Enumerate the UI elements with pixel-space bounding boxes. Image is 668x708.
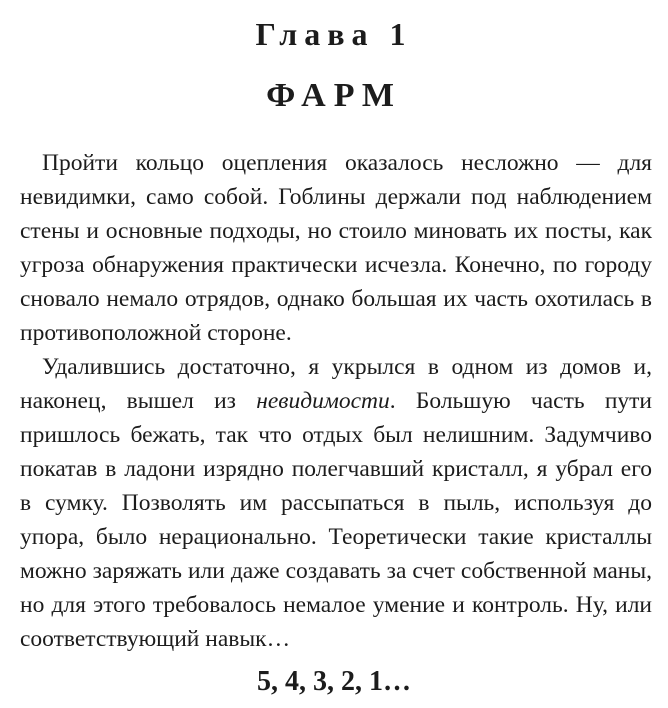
countdown-heading: 5, 4, 3, 2, 1…	[257, 666, 411, 697]
italic-term: невидимости	[256, 388, 390, 414]
chapter-body	[20, 146, 652, 656]
chapter-number: Глава 1	[255, 16, 413, 52]
paragraph-2-text-start: Удалившись достаточно, я укрылся в одном из домов и, наконец, вышел из	[20, 354, 652, 414]
paragraph-1: Пройти кольцо оцепления оказалось несложно — для невидимки, само собой. Гоблины держали под наблюдением стены и основные подходы, но стоило миновать их посты, как угроза обнаружения практически исчезла. Конечно, по городу сновало немало отрядов, однако большая их часть охотилась в противоположной стороне.	[20, 150, 652, 346]
paragraph-2	[20, 350, 652, 656]
chapter-title: ФАРМ	[266, 77, 402, 114]
paragraph-2-text-end: . Большую часть пути пришлось бежать, так что отдых был нелишним. Задумчиво покатав в ладони изрядно полегчавший кристалл, я убрал его в сумку. Позволять им рассыпаться в пыль, используя до упора, было нерационально. Теоретически такие кристаллы можно заряжать или даже создавать за счет собственной маны, но для этого требовалось немалое умение и контроль. Ну, или соответствующий навык…	[20, 388, 653, 652]
